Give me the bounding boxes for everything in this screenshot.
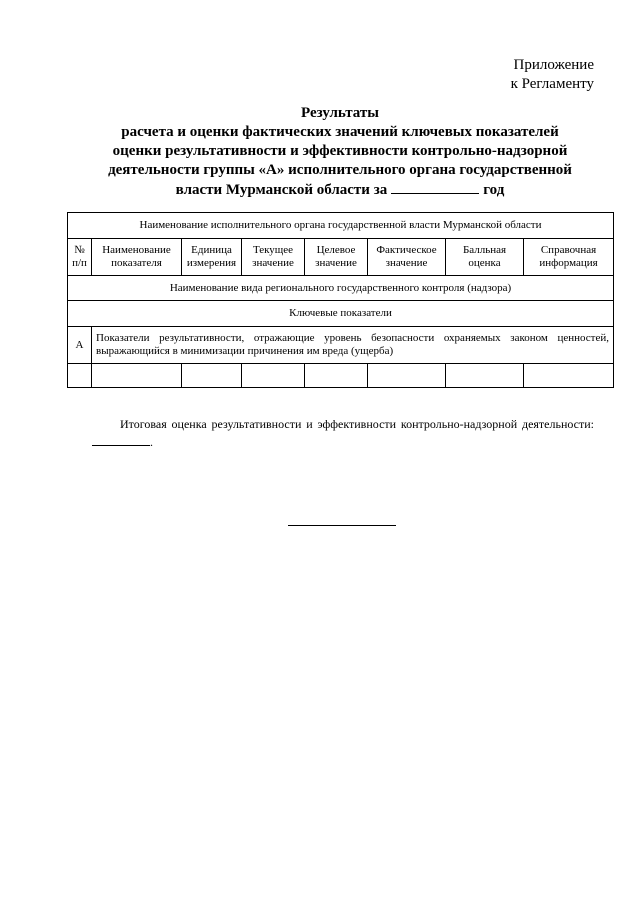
summary-period: . xyxy=(150,435,153,449)
key-indicators-header: Ключевые показатели xyxy=(68,301,614,327)
org-name-header: Наименование исполнительного органа государственной власти Мурманской области xyxy=(68,213,614,239)
appendix-note xyxy=(511,56,594,94)
appendix-line-2: к Регламенту xyxy=(510,76,594,92)
document-title xyxy=(90,104,590,200)
table-cell-empty[interactable] xyxy=(242,364,305,388)
summary-text: Итоговая оценка результативности и эффективности контрольно-надзорной деятельности: xyxy=(120,417,594,431)
signature-line xyxy=(288,525,396,526)
column-header-target-value: Целевое значение xyxy=(305,239,368,276)
table-row-a xyxy=(68,327,614,364)
title-line-5-suffix: год xyxy=(483,182,505,198)
table-row-org xyxy=(68,213,614,239)
year-blank-field xyxy=(391,180,479,194)
results-table xyxy=(67,212,614,388)
title-line-1: Результаты xyxy=(301,105,379,121)
column-header-unit: Единица измерения xyxy=(182,239,242,276)
table-cell-empty[interactable] xyxy=(524,364,614,388)
title-line-3: оценки результативности и эффективности контрольно-надзорной xyxy=(112,143,568,159)
table-row-key-indicators xyxy=(68,301,614,327)
table-row-control-kind xyxy=(68,276,614,301)
summary-paragraph xyxy=(92,415,594,451)
summary-blank-field xyxy=(92,433,150,446)
row-a-label: А xyxy=(68,327,92,364)
appendix-line-1: Приложение xyxy=(513,57,594,73)
title-line-5-prefix: власти Мурманской области за xyxy=(175,182,388,198)
row-a-description: Показатели результативности, отражающие уровень безопасности охраняемых законом ценностей, выражающийся в минимизации причинения им вреда (ущерба) xyxy=(92,327,614,364)
table-cell-empty[interactable] xyxy=(446,364,524,388)
table-cell-empty[interactable] xyxy=(182,364,242,388)
table-cell-empty[interactable] xyxy=(305,364,368,388)
title-line-2: расчета и оценки фактических значений ключевых показателей xyxy=(121,124,559,140)
title-line-5 xyxy=(90,180,590,200)
control-kind-header: Наименование вида регионального государственного контроля (надзора) xyxy=(68,276,614,301)
table-row xyxy=(68,364,614,388)
column-header-actual-value: Фактическое значение xyxy=(368,239,446,276)
table-cell-empty[interactable] xyxy=(92,364,182,388)
column-header-number: № п/п xyxy=(68,239,92,276)
column-header-reference-info: Справочная информация xyxy=(524,239,614,276)
title-line-4: деятельности группы «А» исполнительного органа государственной xyxy=(108,162,572,178)
table-cell-empty[interactable] xyxy=(68,364,92,388)
table-row-columns xyxy=(68,239,614,276)
table-cell-empty[interactable] xyxy=(368,364,446,388)
column-header-current-value: Текущее значение xyxy=(242,239,305,276)
column-header-indicator-name: Наименование показателя xyxy=(92,239,182,276)
column-header-score: Балльная оценка xyxy=(446,239,524,276)
